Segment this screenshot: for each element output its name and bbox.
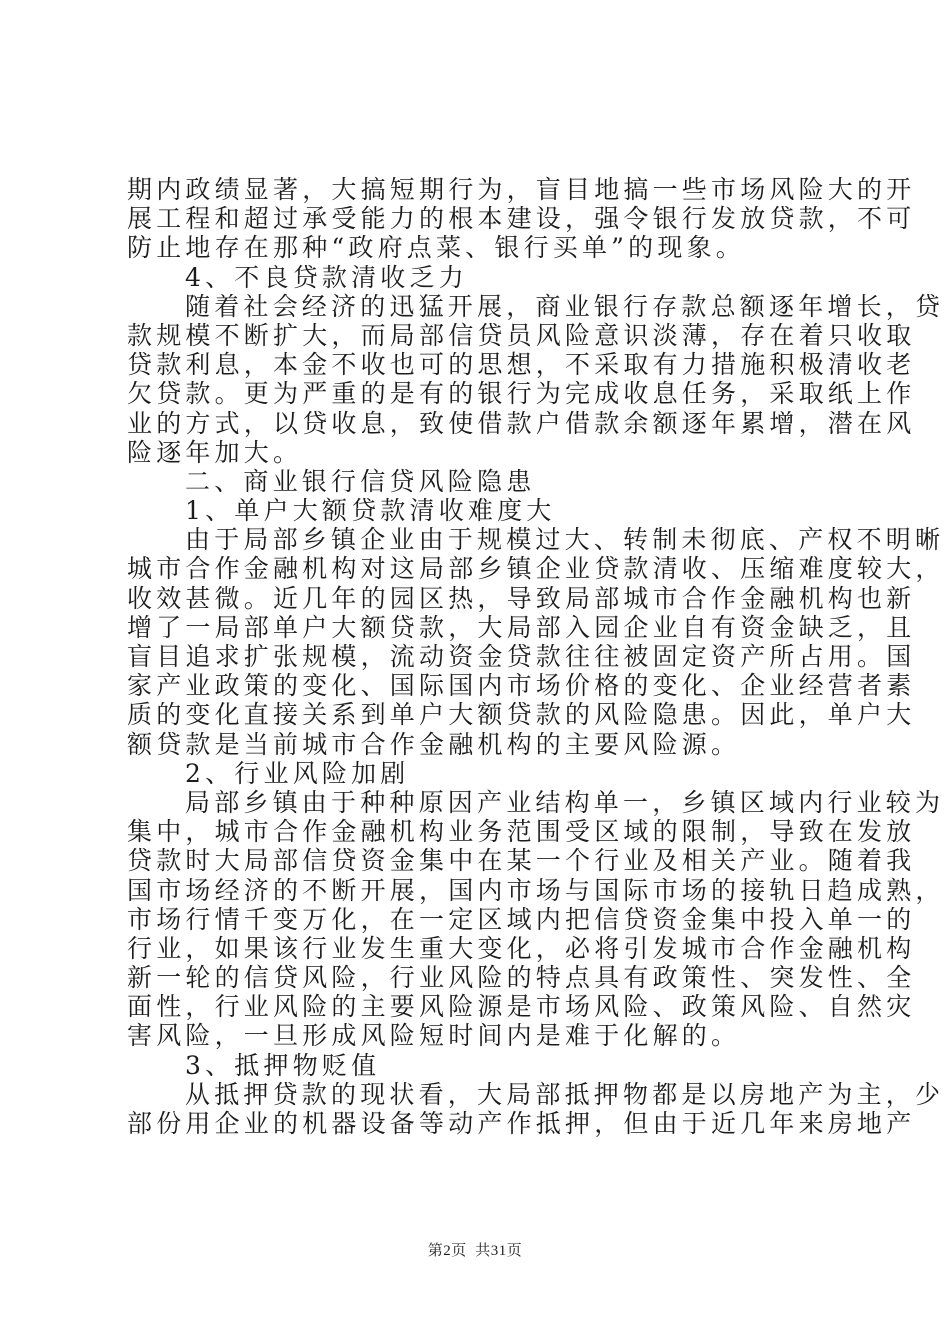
text-line: 家产业政策的变化、国际国内市场价格的变化、企业经营者素 [127, 671, 916, 701]
text-line: 展工程和超过承受能力的根本建设，强令银行发放贷款，不可 [127, 204, 916, 234]
text-line: 贷款时大局部信贷资金集中在某一个行业及相关产业。随着我 [127, 846, 916, 876]
page-footer [0, 1239, 950, 1260]
text-line: 二、商业银行信贷风险隐患 [185, 466, 536, 496]
text-line: 城市合作金融机构对这局部乡镇企业贷款清收、压缩难度较大， [127, 554, 945, 584]
text-line: 集中，城市合作金融机构业务范围受区域的限制，导致在发放 [127, 817, 916, 847]
text-line: 行业，如果该行业发生重大变化，必将引发城市合作金融机构 [127, 933, 916, 963]
text-line: 部份用企业的机器设备等动产作抵押，但由于近几年来房地产 [127, 1109, 916, 1138]
text-line: 新一轮的信贷风险，行业风险的特点具有政策性、突发性、全 [127, 963, 916, 993]
text-line: 增了一局部单户大额贷款，大局部入园企业自有资金缺乏，且 [127, 612, 916, 642]
text-line: 质的变化直接关系到单户大额贷款的风险隐患。因此，单户大 [127, 700, 916, 730]
text-line: 害风险，一旦形成风险短时间内是难于化解的。 [127, 1021, 741, 1051]
text-line: 业的方式，以贷收息，致使借款户借款余额逐年累增，潜在风 [127, 408, 916, 438]
text-line: 贷款利息，本金不收也可的思想，不采取有力措施积极清收老 [127, 350, 916, 380]
text-line: 1、单户大额贷款清收难度大 [185, 496, 556, 526]
text-line: 从抵押贷款的现状看，大局部抵押物都是以房地产为主，少 [185, 1079, 945, 1109]
page-number-label: 第2页 共31页 [427, 1243, 523, 1259]
text-line: 额贷款是当前城市合作金融机构的主要风险源。 [127, 729, 741, 759]
text-line: 由于局部乡镇企业由于规模过大、转制未彻底、产权不明晰 [185, 525, 945, 555]
text-line: 期内政绩显著，大搞短期行为，盲目地搞一些市场风险大的开 [127, 175, 916, 204]
text-line: 险逐年加大。 [127, 437, 303, 467]
text-line: 面性，行业风险的主要风险源是市场风险、政策风险、自然灾 [127, 992, 916, 1022]
text-line: 2、行业风险加剧 [185, 758, 410, 788]
text-line: 市场行情千变万化，在一定区域内把信贷资金集中投入单一的 [127, 904, 916, 934]
text-line: 欠贷款。更为严重的是有的银行为完成收息任务，采取纸上作 [127, 379, 916, 409]
text-line: 防止地存在那种“政府点菜、银行买单”的现象。 [127, 233, 745, 263]
text-line: 款规模不断扩大，而局部信贷员风险意识淡薄，存在着只收取 [127, 320, 916, 350]
text-line: 盲目追求扩张规模，流动资金贷款往往被固定资产所占用。国 [127, 642, 916, 671]
text-line: 3、抵押物贬值 [185, 1050, 381, 1080]
text-line: 收效甚微。近几年的园区热，导致局部城市合作金融机构也新 [127, 583, 916, 613]
text-line: 局部乡镇由于种种原因产业结构单一，乡镇区域内行业较为 [185, 787, 945, 817]
document-body [127, 175, 945, 1138]
text-line: 4、不良贷款清收乏力 [185, 262, 468, 292]
text-line: 随着社会经济的迅猛开展，商业银行存款总额逐年增长，贷 [185, 291, 945, 321]
text-line: 国市场经济的不断开展，国内市场与国际市场的接轨日趋成熟， [127, 875, 945, 905]
